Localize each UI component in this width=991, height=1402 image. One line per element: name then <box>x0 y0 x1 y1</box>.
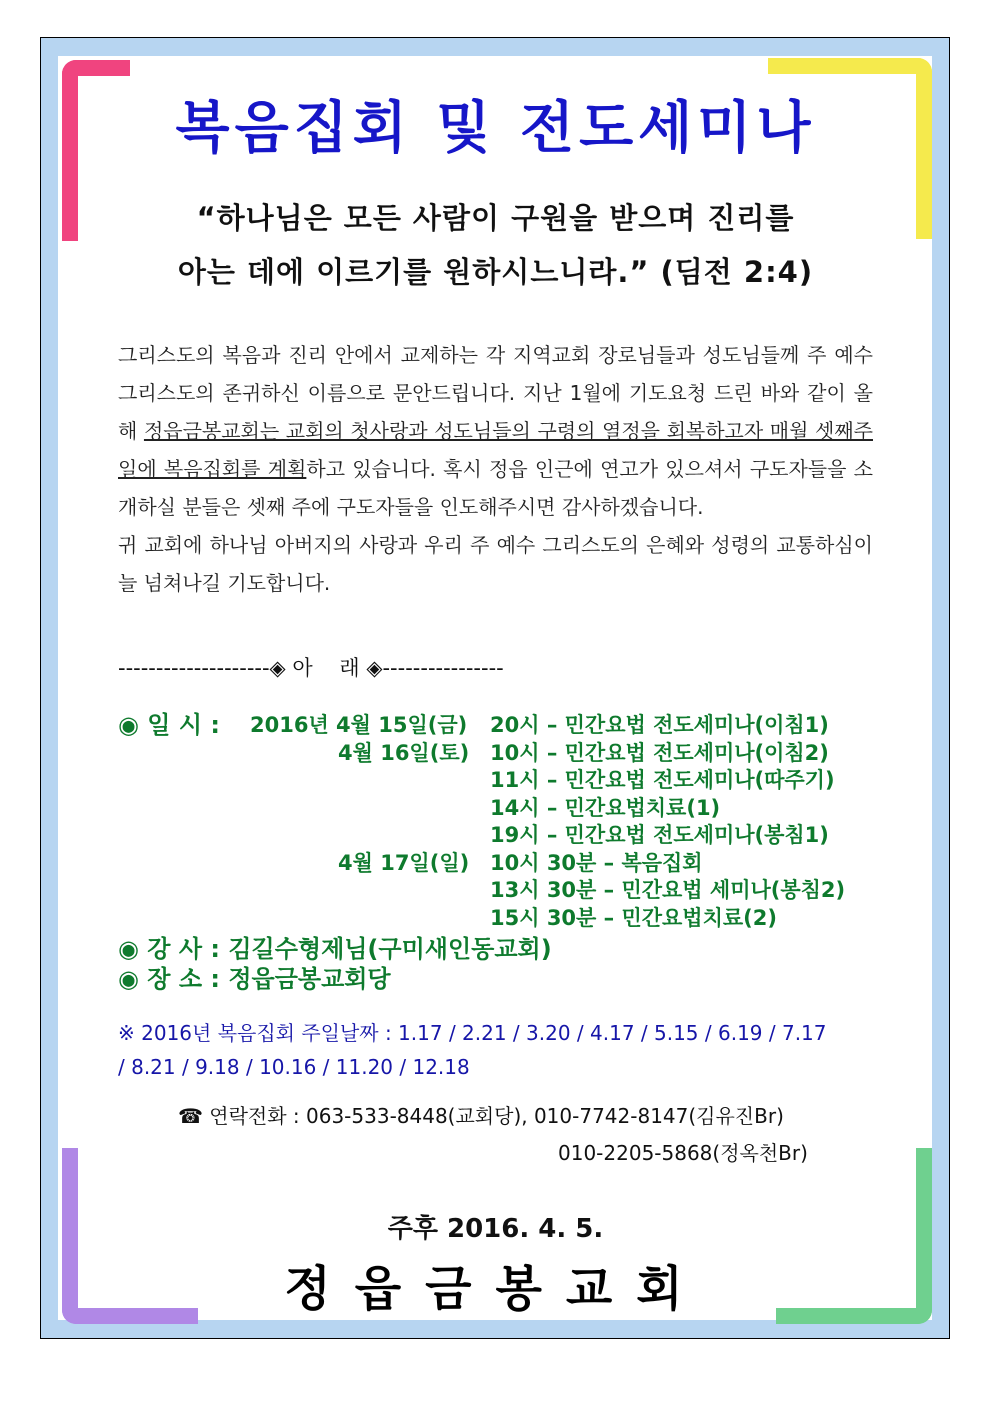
schedule-time: 19시 – 민간요법 전도세미나(봉침1) <box>490 823 829 847</box>
contact-line-2: 010-2205-5868(정옥천Br) <box>558 1141 808 1165</box>
body-text <box>118 336 873 602</box>
page-inner <box>58 56 932 1320</box>
schedule-time: 11시 – 민간요법 전도세미나(따주기) <box>490 768 835 792</box>
sunday-dates-note <box>118 1016 878 1084</box>
verse-line-1: “하나님은 모든 사람이 구원을 받으며 진리를 <box>196 201 795 235</box>
schedule-time: 13시 30분 – 민간요법 세미나(봉침2) <box>490 878 846 902</box>
paragraph-2: 귀 교회에 하나님 아버지의 사랑과 우리 주 예수 그리스도의 은혜와 성령의 교통하심이 늘 넘쳐나길 기도합니다. <box>118 533 873 595</box>
note-line-1: ※ 2016년 복음집회 주일날짜 : 1.17 / 2.21 / 3.20 / 4.17 / 5.15 / 6.19 / 7.17 <box>118 1021 827 1045</box>
schedule-row <box>118 822 898 850</box>
schedule-date: 2016년 4월 15일(금) <box>250 713 468 737</box>
note-line-2: / 8.21 / 9.18 / 10.16 / 11.20 / 12.18 <box>118 1055 470 1079</box>
section-divider: --------------------◈ 아 래 ◈---------------- <box>118 656 504 680</box>
schedule-label: ◉ 일 시 : <box>118 711 220 739</box>
schedule-date: 4월 16일(토) <box>338 740 470 765</box>
church-name: 정읍금봉교회 <box>284 1261 707 1317</box>
speaker-line: ◉ 강 사 : 김길수형제님(구미새인동교회) <box>118 935 552 963</box>
schedule-row <box>118 795 898 823</box>
schedule-row <box>118 712 898 740</box>
schedule-time: 20시 – 민간요법 전도세미나(이침1) <box>490 713 829 737</box>
schedule-row <box>118 850 898 878</box>
schedule-time: 10시 – 민간요법 전도세미나(이침2) <box>490 740 829 765</box>
contact-line-1: ☎ 연락전화 : 063-533-8448(교회당), 010-7742-8147(김유진Br) <box>178 1104 784 1128</box>
paragraph-1-underlined: 정읍금봉교회는 교회의 첫사랑과 성도님들의 구령의 열정을 회복하고자 매월 셋째주일에 복음집회를 계획 <box>118 419 873 481</box>
schedule-time: 15시 30분 – 민간요법치료(2) <box>490 905 777 930</box>
paragraph-1 <box>118 336 873 526</box>
issue-date: 주후 2016. 4. 5. <box>387 1214 604 1244</box>
schedule-row <box>118 877 898 905</box>
page-title: 복음집회 및 전도세미나 <box>175 96 816 161</box>
paragraph-1-start: 그리스도의 복음과 진리 안에서 교제하는 각 지역교회 장로님들과 성도님들께 주 예수 그리스도의 존귀하신 이름으로 문안드립니다. 지난 1월에 기도요청 드린 바와 같이 올해 <box>118 343 873 443</box>
verse-line-2: 아는 데에 이르기를 원하시느니라.” (딤전 2:4) <box>177 255 814 289</box>
schedule-row <box>118 905 898 933</box>
schedule-time: 10시 30분 – 복음집회 <box>490 850 703 875</box>
schedule-date: 4월 17일(일) <box>338 850 470 875</box>
schedule-row <box>118 767 898 795</box>
place-line: ◉ 장 소 : 정읍금봉교회당 <box>118 964 391 993</box>
paragraph-1-end: 하고 있습니다. 혹시 정읍 인근에 연고가 있으셔서 구도자들을 소개하실 분들은 셋째 주에 구도자들을 인도해주시면 감사하겠습니다. <box>118 457 873 519</box>
schedule-row <box>118 740 898 768</box>
schedule-time: 14시 – 민간요법치료(1) <box>490 795 721 820</box>
schedule <box>118 712 898 993</box>
